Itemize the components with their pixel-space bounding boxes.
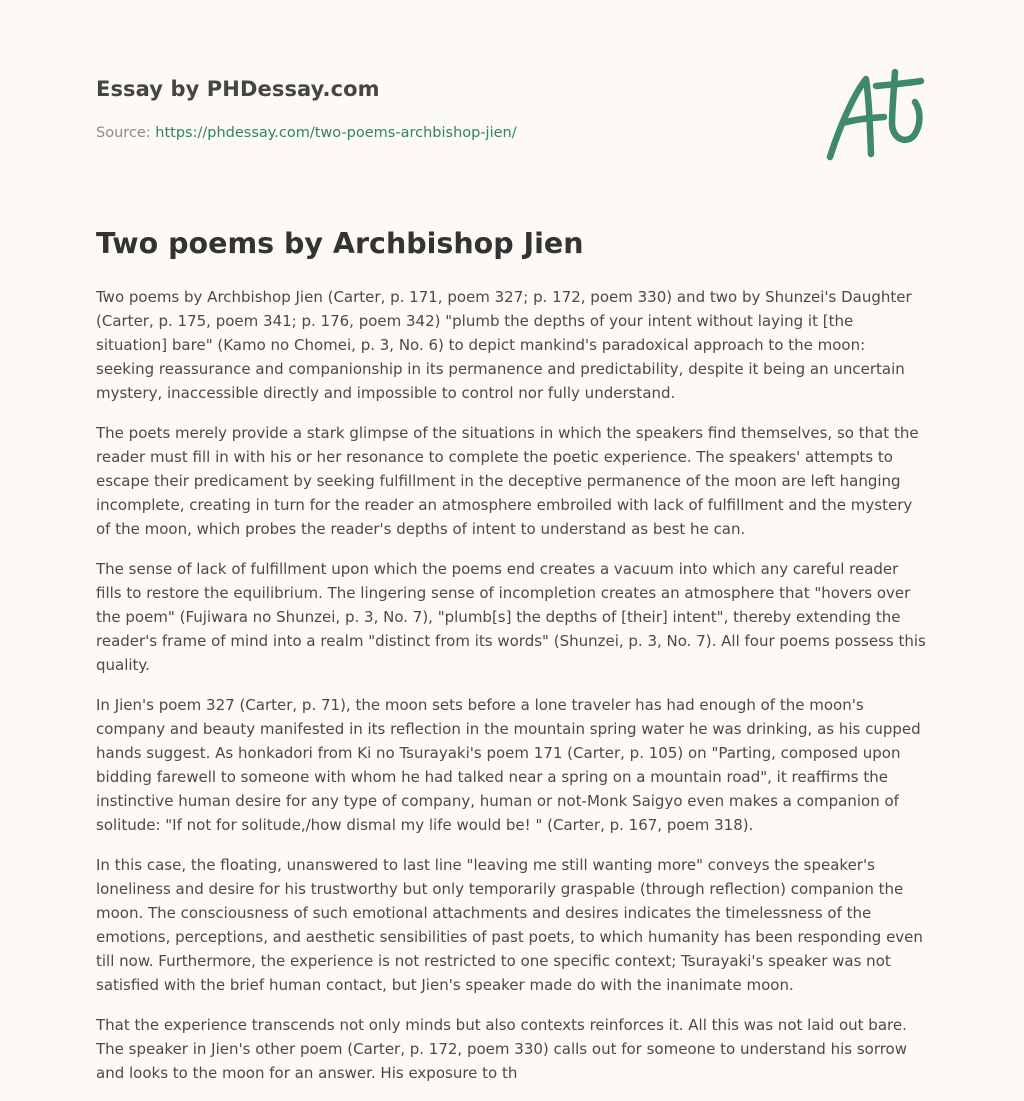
a-plus-logo-icon: [826, 66, 926, 166]
article-body: [96, 285, 928, 1101]
site-brand[interactable]: Essay by PHDessay.com: [96, 77, 380, 101]
article-title: Two poems by Archbishop Jien: [96, 227, 584, 260]
article-paragraph: In Jien's poem 327 (Carter, p. 71), the moon sets before a lone traveler has had enough of the moon's company and beauty manifested in its reflection in the mountain spring water he was drinking, as his cupped hands suggest. As honkadori from Ki no Tsurayaki's poem 171 (Carter, p. 105) on "Parting, composed upon bidding farewell to someone with whom he had talked near a spring on a mountain road", it reaffirms the instinctive human desire for any type of company, human or not-Monk Saigyo even makes a companion of solitude: "If not for solitude,/how dismal my life would be! " (Carter, p. 167, poem 318).: [96, 696, 921, 834]
article-paragraph: That the experience transcends not only minds but also contexts reinforces it. All this was not laid out bare. The speaker in Jien's other poem (Carter, p. 172, poem 330) calls out for someone to understand his sorrow and looks to the moon for an answer. His exposure to th: [96, 1016, 908, 1082]
source-label: Source:: [96, 125, 156, 141]
article-paragraph: Two poems by Archbishop Jien (Carter, p. 171, poem 327; p. 172, poem 330) and two by Shunzei's Daughter (Carter, p. 175, poem 341; p. 176, poem 342) "plumb the depths of your intent without laying it [the situation] bare" (Kamo no Chomei, p. 3, No. 6) to depict mankind's paradoxical approach to the moon: seeking reassurance and companionship in its permanence and predictability, despite it being an uncertain mystery, inaccessible directly and impossible to control nor fully understand.: [96, 288, 912, 402]
article-paragraph: In this case, the floating, unanswered to last line "leaving me still wanting more" conveys the speaker's loneliness and desire for his trustworthy but only temporarily graspable (through reflection) companion the moon. The consciousness of such emotional attachments and desires indicates the timelessness of the emotions, perceptions, and aesthetic sensibilities of past poets, to which humanity has been responding even till now. Furthermore, the experience is not restricted to one specific context; Tsurayaki's speaker was not satisfied with the brief human contact, but Jien's speaker made do with the inanimate moon.: [96, 856, 923, 994]
article-paragraph: The sense of lack of fulfillment upon which the poems end creates a vacuum into which any careful reader fills to restore the equilibrium. The lingering sense of incompletion creates an atmosphere that "hovers over the poem" (Fujiwara no Shunzei, p. 3, No. 7), "plumb[s] the depths of [their] intent", thereby extending the reader's frame of mind into a realm "distinct from its words" (Shunzei, p. 3, No. 7). All four poems possess this quality.: [96, 560, 926, 674]
source-line: [96, 125, 517, 141]
article-paragraph: The poets merely provide a stark glimpse of the situations in which the speakers find themselves, so that the reader must fill in with his or her resonance to complete the poetic experience. The speakers' attempts to escape their predicament by seeking fulfillment in the deceptive permanence of the moon are left hanging incomplete, creating in turn for the reader an atmosphere embroiled with lack of fulfillment and the mystery of the moon, which probes the reader's depths of intent to understand as best he can.: [96, 424, 919, 538]
source-link[interactable]: https://phdessay.com/two-poems-archbishop-jien/: [155, 125, 517, 141]
